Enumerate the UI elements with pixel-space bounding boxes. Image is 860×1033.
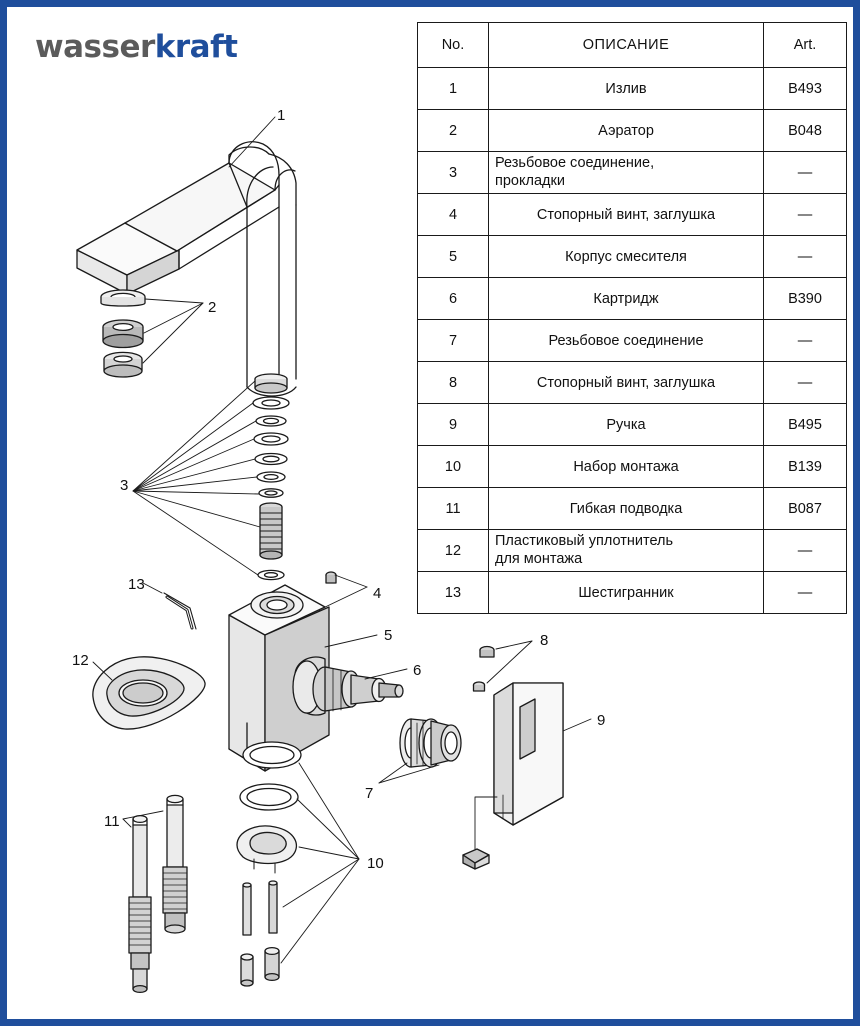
- part-body: [229, 585, 329, 771]
- callout-3: 3: [120, 477, 129, 494]
- table-row: [418, 362, 847, 404]
- cell-no: 10: [418, 446, 489, 488]
- cell-no: 13: [418, 572, 489, 614]
- cell-art: —: [764, 194, 847, 236]
- cell-description: Резьбовое соединение, прокладки: [489, 152, 764, 194]
- part-screws-8: [474, 647, 495, 692]
- parts-table-body: [418, 68, 847, 614]
- leader-lines-11: [123, 811, 163, 827]
- table-header-row: [418, 23, 847, 68]
- cell-description: Набор монтажа: [489, 446, 764, 488]
- cell-art: —: [764, 362, 847, 404]
- table-row: [418, 194, 847, 236]
- cell-no: 1: [418, 68, 489, 110]
- brand-logo: [35, 29, 237, 65]
- cell-art: B495: [764, 404, 847, 446]
- table-row: [418, 68, 847, 110]
- cell-description: Резьбовое соединение: [489, 320, 764, 362]
- cell-no: 9: [418, 404, 489, 446]
- cell-art: B390: [764, 278, 847, 320]
- callout-12: 12: [72, 652, 89, 669]
- leader-lines-10: [281, 763, 359, 963]
- part-cartridge: [313, 667, 403, 711]
- part-threaded-rings: [400, 719, 461, 767]
- cell-no: 5: [418, 236, 489, 278]
- table-row: [418, 404, 847, 446]
- table-row: [418, 152, 847, 194]
- leader-lines-2: [143, 299, 203, 363]
- cell-description: Ручка: [489, 404, 764, 446]
- leader-line-12: [93, 662, 112, 680]
- part-mounting-set: [237, 742, 301, 986]
- leader-line-9: [563, 719, 591, 731]
- cell-art: B493: [764, 68, 847, 110]
- sheet-inner: [7, 7, 853, 1019]
- cell-no: 12: [418, 530, 489, 572]
- header-description: ОПИСАНИЕ: [489, 23, 764, 68]
- part-handle-cap: [463, 849, 489, 869]
- part-flexible-hoses: [129, 795, 187, 992]
- parts-table: [417, 22, 847, 614]
- cell-description: Картридж: [489, 278, 764, 320]
- cell-art: B048: [764, 110, 847, 152]
- table-row: [418, 446, 847, 488]
- part-aerator: [101, 290, 145, 377]
- cell-no: 4: [418, 194, 489, 236]
- cell-description: Аэратор: [489, 110, 764, 152]
- cell-art: —: [764, 572, 847, 614]
- brand-logo-kraft: kraft: [154, 29, 238, 65]
- callout-11: 11: [104, 813, 120, 830]
- callout-10: 10: [367, 855, 384, 872]
- cell-art: —: [764, 152, 847, 194]
- callout-8: 8: [540, 632, 549, 649]
- callout-4: 4: [373, 585, 382, 602]
- cell-no: 8: [418, 362, 489, 404]
- header-no: No.: [418, 23, 489, 68]
- cell-no: 11: [418, 488, 489, 530]
- callout-6: 6: [413, 662, 422, 679]
- cell-description: Излив: [489, 68, 764, 110]
- cell-description: Стопорный винт, заглушка: [489, 194, 764, 236]
- table-row: [418, 236, 847, 278]
- cell-art: —: [764, 320, 847, 362]
- cell-description: Стопорный винт, заглушка: [489, 362, 764, 404]
- parts-table-wrapper: [417, 22, 847, 614]
- cell-no: 3: [418, 152, 489, 194]
- cell-art: B087: [764, 488, 847, 530]
- leader-lines-3: [133, 381, 260, 575]
- leader-line-5: [325, 635, 377, 647]
- callout-9: 9: [597, 712, 606, 729]
- header-art: Art.: [764, 23, 847, 68]
- part-seals-stack: [253, 374, 289, 580]
- cell-no: 2: [418, 110, 489, 152]
- part-spout: [77, 142, 296, 396]
- leader-line-13: [143, 583, 162, 593]
- leader-line-1: [229, 117, 275, 167]
- callout-7: 7: [365, 785, 374, 802]
- leader-lines-8: [487, 641, 532, 683]
- cell-art: B139: [764, 446, 847, 488]
- table-row: [418, 110, 847, 152]
- leader-line-6: [365, 669, 407, 679]
- callout-13: 13: [128, 576, 145, 593]
- cell-art: —: [764, 530, 847, 572]
- cell-description: Пластиковый уплотнитель для монтажа: [489, 530, 764, 572]
- table-row: [418, 320, 847, 362]
- table-row: [418, 530, 847, 572]
- part-handle: [494, 683, 563, 825]
- callout-1: 1: [277, 107, 286, 124]
- table-row: [418, 278, 847, 320]
- cell-art: —: [764, 236, 847, 278]
- callout-2: 2: [208, 299, 217, 316]
- part-screw-cap: [307, 572, 337, 621]
- table-row: [418, 488, 847, 530]
- leader-lines-7: [379, 763, 439, 783]
- callout-5: 5: [384, 627, 393, 644]
- part-plastic-gasket: [93, 657, 205, 729]
- cell-description: Гибкая подводка: [489, 488, 764, 530]
- leader-lines-4: [321, 575, 367, 609]
- part-hex-key: [164, 593, 196, 629]
- table-row: [418, 572, 847, 614]
- cell-description: Корпус смесителя: [489, 236, 764, 278]
- cell-no: 7: [418, 320, 489, 362]
- brand-logo-wasser: wasser: [35, 29, 155, 65]
- cell-description: Шестигранник: [489, 572, 764, 614]
- cell-no: 6: [418, 278, 489, 320]
